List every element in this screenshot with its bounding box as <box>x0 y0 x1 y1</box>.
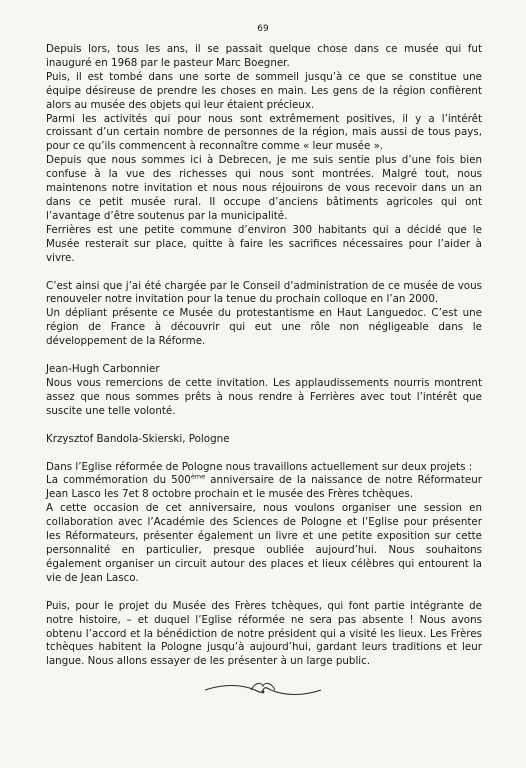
paragraph: Ferrières est une petite commune d’environ 300 habitants qui a décidé que le Musée resterait sur place, quitte à faire les sacrifices nécessaires pour l’aider à vivre. <box>46 223 482 264</box>
paragraph: A cette occasion de cet anniversaire, nous voulons organiser une session en collaboration avec l’Académie des Sciences de Pologne et l’Eglise pour présenter les Réformateurs, présenter également un livre et une petite exposition sur cette personnalité en particulier, presque oubliée aujourd’hui. Nous souhaitons également organiser un circuit autour des places et lieux célèbres qui entourent la vie de Jean Lasco. <box>46 502 482 584</box>
paragraph: Puis, pour le projet du Musée des Frères tchèques, qui font partie intégrante de notre histoire, – et duquel l’Eglise réformée ne sera pas absente ! Nous avons obtenu l’accord et la bénédiction de notre président qui a visité les lieux. Les Frères tchèques habitent la Pologne jusqu’à aujourd’hui, gardant leurs traditions et leur langue. Nous allons essayer de les présenter à un large public. <box>46 599 482 668</box>
paragraph: Depuis que nous sommes ici à Debrecen, je me suis sentie plus d’une fois bien confuse à la vue des richesses qui nous sont montrées. Malgré tout, nous maintenons notre invitation et nous nous réjouirons de vous recevoir dans un an dans ce petit musée rural. Il occupe d’anciens bâtiments agricoles qui ont l’avantage d’être soutenus par la municipalité. <box>46 154 482 222</box>
ordinal-suffix: ème <box>190 473 206 482</box>
speaker-name: Krzysztof Bandola-Skierski, Pologne <box>46 432 230 445</box>
paragraph: Dans l’Eglise réformée de Pologne nous travaillons actuellement sur deux projets : <box>46 460 473 473</box>
paragraph-gap <box>46 349 482 363</box>
paragraph-gap <box>46 447 482 461</box>
paragraph <box>46 474 482 502</box>
paragraph: Un dépliant présente ce Musée du protestantisme en Haut Languedoc. C’est une région de France à découvrir qui eut une rôle non négligeable dans le développement de la Réforme. <box>46 307 482 348</box>
paragraph: Parmi les activités qui pour nous sont extrêmement positives, il y a l’intérêt croissant d’un certain nombre de personnes de la région, mais aussi de tous pays, pour ce qu’ils commencent à reconnaître comme « leur musée ». <box>46 112 482 153</box>
paragraph-text: La commémoration du 500 <box>46 474 191 487</box>
speaker-name: Jean-Hugh Carbonnier <box>46 363 160 376</box>
decorative-flourish-icon <box>203 680 323 700</box>
paragraph-gap <box>46 586 482 600</box>
paragraph: Depuis lors, tous les ans, il se passait quelque chose dans ce musée qui fut inauguré en 1968 par le pasteur Marc Boegner. <box>46 43 482 69</box>
paragraph: C’est ainsi que j’ai été chargée par le Conseil d’administration de ce musée de vous renouveler notre invitation pour la tenue du prochain colloque en l’an 2000. <box>46 279 482 306</box>
paragraph-gap <box>46 419 482 433</box>
page-body <box>46 43 482 669</box>
paragraph-gap <box>46 266 482 280</box>
page-number: 69 <box>257 24 269 34</box>
paragraph-text: anniversaire de la naissance de notre Réformateur Jean Lasco les 7et 8 octobre prochain et le musée des Frères tchèques. <box>46 474 482 501</box>
paragraph: Nous vous remercions de cette invitation. Les applaudissements nourris montrent assez que nous sommes prêts à nous rendre à Ferrières avec tout l’intérêt que suscite une telle volonté. <box>46 376 482 417</box>
paragraph: Puis, il est tombé dans une sorte de sommeil jusqu’à ce que se constitue une équipe désireuse de prendre les choses en main. Les gens de la région confièrent alors au musée des objets qui leur étaient précieux. <box>46 70 482 111</box>
